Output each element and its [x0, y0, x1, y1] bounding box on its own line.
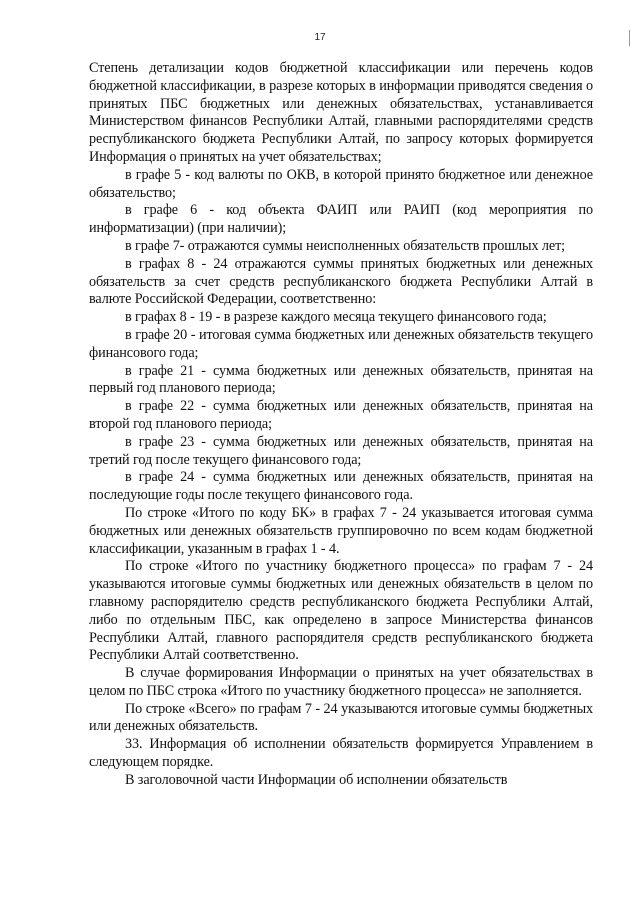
paragraph-column-22: в графе 22 - сумма бюджетных или денежных обязательств, принятая на второй год планового периода;	[89, 398, 593, 432]
paragraph-total-by-bk-code: По строке «Итого по коду БК» в графах 7 - 24 указывается итоговая сумма бюджетных или денежных обязательств группировочно по всем кодам бюджетной классификации, указанным в графах 1 - 4.	[89, 504, 593, 557]
paragraph-grand-total: По строке «Всего» по графам 7 - 24 указываются итоговые суммы бюджетных или денежных обязательств.	[89, 700, 593, 735]
paragraph-columns-8-19: в графах 8 - 19 - в разрезе каждого месяца текущего финансового года;	[125, 309, 547, 326]
paragraph-column-23: в графе 23 - сумма бюджетных или денежных обязательств, принятая на третий год после текущего финансового года;	[89, 433, 593, 468]
scan-edge-mark	[629, 30, 634, 46]
paragraph-section-33: 33. Информация об исполнении обязательств формируется Управлением в следующем порядке.	[89, 736, 593, 771]
paragraph-total-by-participant: По строке «Итого по участнику бюджетного процесса» по графам 7 - 24 указываются итоговые суммы бюджетных или денежных обязательств в целом по главному распорядителю средств республиканского бюджета Республики Алтай, либо по отдельным ПБС, как определено в запросе Министерства финансов Республики Алтай, главного распорядителя средств республиканского бюджета Республики Алтай соответственно.	[89, 558, 593, 664]
paragraph-column-24: в графе 24 - сумма бюджетных или денежных обязательств, принятая на последующие годы после текущего финансового года.	[89, 469, 593, 504]
page-number: 17	[314, 32, 326, 43]
paragraph-column-21: в графе 21 - сумма бюджетных или денежных обязательств, принятая на первый год планового периода;	[89, 362, 593, 397]
paragraph-pbs-case: В случае формирования Информации о принятых на учет обязательствах в целом по ПБС строка «Итого по участнику бюджетного процесса» не заполняется.	[89, 665, 593, 699]
paragraph-column-20: в графе 20 - итоговая сумма бюджетных или денежных обязательств текущего финансового года;	[89, 326, 593, 361]
paragraph-column-7: в графе 7- отражаются суммы неисполненных обязательств прошлых лет;	[125, 237, 566, 254]
paragraph-detail-level: Степень детализации кодов бюджетной классификации или перечень кодов бюджетной классификации, в разрезе которых в информации приводятся сведения о принятых ПБС бюджетных или денежных обязательствах, устанавливается Министерством финансов Республики Алтай, главными распорядителями средств республиканского бюджета Республики Алтай, по запросу которых формируется Информация о принятых на учет обязательствах;	[89, 60, 593, 165]
paragraph-column-6: в графе 6 - код объекта ФАИП или РАИП (код мероприятия по информатизации) (при наличии);	[89, 202, 593, 237]
paragraph-column-5: в графе 5 - код валюты по ОКВ, в которой принято бюджетное или денежное обязательство;	[89, 166, 593, 201]
paragraph-header-part: В заголовочной части Информации об исполнении обязательств	[125, 771, 508, 788]
document-body	[89, 60, 593, 790]
paragraph-columns-8-24: в графах 8 - 24 отражаются суммы принятых бюджетных или денежных обязательств за счет средств республиканского бюджета Республики Алтай в валюте Российской Федерации, соответственно:	[89, 255, 593, 308]
